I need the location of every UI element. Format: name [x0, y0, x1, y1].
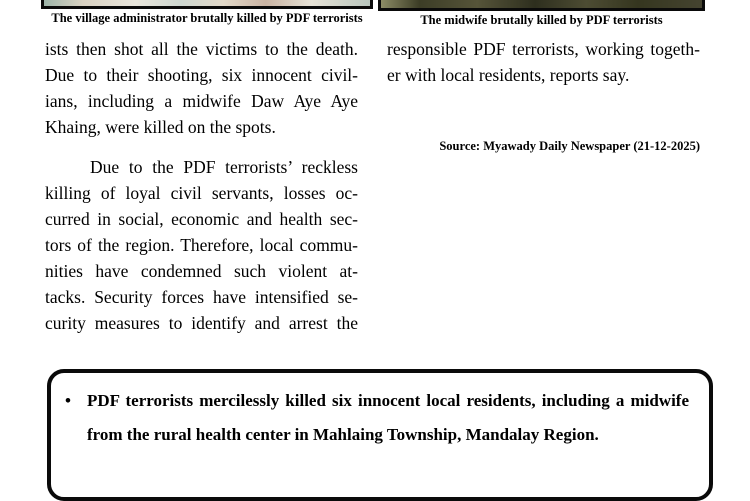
summary-box: [47, 369, 713, 501]
paragraph: [387, 36, 700, 88]
text-line: curred in social, economic and health sec-: [45, 209, 358, 229]
bullet-icon: •: [65, 391, 71, 410]
text-line: ists then shot all the victims to the death.: [45, 39, 358, 59]
figure-village-administrator: [41, 0, 373, 26]
text-line: killing of loyal civil servants, losses oc-: [45, 183, 358, 203]
figure-midwife: [378, 0, 705, 28]
text-line: PDF terrorists mercilessly killed six innocent local residents, including a midwife: [87, 391, 689, 410]
text-line: er with local residents, reports say.: [387, 65, 630, 85]
article-column-right: [387, 36, 700, 336]
summary-text: [87, 384, 689, 452]
text-line: responsible PDF terrorists, working togeth-: [387, 39, 700, 59]
figure-caption: The midwife brutally killed by PDF terrorists: [420, 13, 663, 27]
text-line: from the rural health center in Mahlaing Township, Mandalay Region.: [87, 425, 599, 444]
source-line: Source: Myawady Daily Newspaper (21-12-2025): [439, 139, 700, 153]
article-columns: [45, 36, 700, 336]
text-line: tacks. Security forces have intensified se-: [45, 287, 358, 307]
village-administrator-photo: [41, 0, 373, 9]
paragraph: [45, 154, 358, 336]
text-line: tors of the region. Therefore, local commu-: [45, 235, 358, 255]
midwife-photo: [378, 0, 705, 11]
text-line: Due to the PDF terrorists’ reckless: [90, 157, 358, 177]
figure-caption: The village administrator brutally killed by PDF terrorists: [51, 11, 363, 25]
text-line: curity measures to identify and arrest the: [45, 313, 358, 333]
text-line: Khaing, were killed on the spots.: [45, 117, 276, 137]
text-line: ians, including a midwife Daw Aye Aye: [45, 91, 358, 111]
text-line: Due to their shooting, six innocent civil-: [45, 65, 358, 85]
article-column-left: [45, 36, 358, 336]
text-line: nities have condemned such violent at-: [45, 261, 358, 281]
paragraph: [45, 36, 358, 140]
